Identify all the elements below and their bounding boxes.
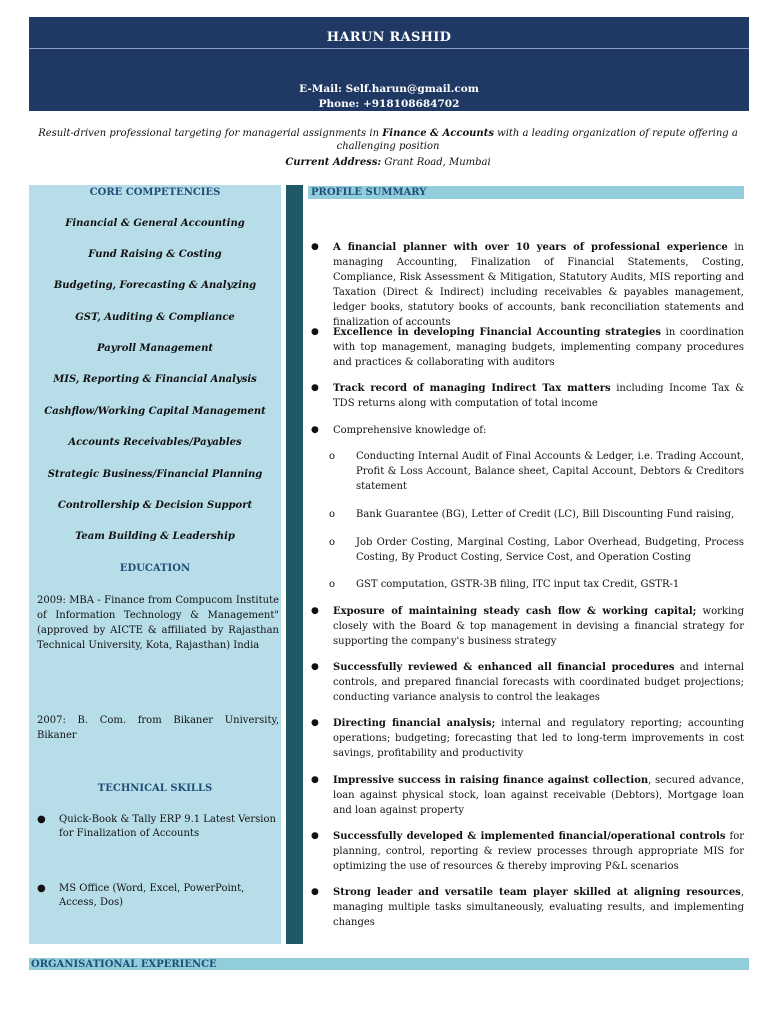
technical-skill-item: ● Quick-Book & Tally ERP 9.1 Latest Version for Finalization of Accounts [37,814,276,839]
competency-item: Controllership & Decision Support [57,500,253,511]
bullet-icon: ● [311,775,319,785]
competency-item: GST, Auditing & Compliance [75,312,235,323]
competency-item: MIS, Reporting & Financial Analysis [53,374,257,385]
bullet-icon: ● [311,718,319,728]
education-item: 2009: MBA - Finance from Compucom Institute of Information Technology & Management" (approved by AICTE & affiliated by Rajasthan Technical University, Kota, Rajasthan) India [37,595,279,651]
profile-bullet: ● Comprehensive knowledge of: [311,425,487,436]
knowledge-sub-item: o Job Order Costing, Marginal Costing, Labor Overhead, Budgeting, Process Costing, By Product Costing, Service Cost, and Operation Costing [329,537,744,563]
organisational-experience-title: ORGANISATIONAL EXPERIENCE [29,958,749,970]
profile-bullet: ● Successfully reviewed & enhanced all financial procedures and internal controls, and prepared financial forecasts with coordinated budget projections; conducting variance analysis to control the leakages [311,662,744,703]
education-title: EDUCATION [119,563,191,574]
sub-bullet-icon: o [329,579,336,590]
column-divider-bar [286,185,303,944]
bullet-icon: ● [311,662,319,672]
sub-bullet-icon: o [329,537,336,548]
knowledge-sub-item: o Conducting Internal Audit of Final Accounts & Ledger, i.e. Trading Account, Profit & Loss Account, Balance sheet, Capital Account, Debtors & Creditors statement [329,451,744,492]
left-sidebar [29,185,281,944]
sub-bullet-icon: o [329,509,336,520]
address-label: Current Address: [285,157,382,168]
bullet-icon: ● [37,883,46,894]
profile-bullet: ● Impressive success in raising finance against collection, secured advance, loan against physical stock, loan against receivable (Debtors), Mortgage loan and loan against property [311,775,745,816]
knowledge-sub-item: o Bank Guarantee (BG), Letter of Credit (LC), Bill Discounting Fund raising, [329,509,735,520]
competency-item: Payroll Management [96,343,214,354]
profile-bullet: ● Successfully developed & implemented financial/operational controls for planning, control, reporting & review processes through appropriate MIS for optimizing the use of resources & thereby improving P&L scenarios [311,831,744,872]
bullet-icon: ● [311,887,319,897]
bullet-icon: ● [311,425,319,435]
sub-bullet-icon: o [329,451,336,462]
competency-item: Accounts Receivables/Payables [68,437,242,448]
technical-skill-item: ● MS Office (Word, Excel, PowerPoint, Access, Dos) [37,883,245,908]
profile-bullet: ● Excellence in developing Financial Accounting strategies in coordination with top management, managing budgets, implementing company procedures and practices & collaborating with auditors [311,327,744,368]
competency-item: Cashflow/Working Capital Management [44,406,266,417]
candidate-name: HARUN RASHID [326,30,452,45]
profile-bullet: ● Strong leader and versatile team player skilled at aligning resources, managing multiple tasks simultaneously, evaluating results, and implementing changes [311,887,744,928]
knowledge-sub-item: o GST computation, GSTR-3B filing, ITC input tax Credit, GSTR-1 [329,579,680,590]
competency-item: Financial & General Accounting [65,218,245,229]
profile-bullet: ● Exposure of maintaining steady cash flow & working capital; working closely with the Board & top management in devising a financial strategy for supporting the company's business strategy [311,606,744,647]
profile-summary-title: PROFILE SUMMARY [308,186,744,199]
profile-bullet: ● A financial planner with over 10 years of professional experience in managing Accounting, Finalization of Financial Statements, Costing, Compliance, Risk Assessment & Mitigation, Statutory Audits, MIS reporting and Taxation (Direct & Indirect) including receivables & payables management, ledger books, statutory books of accounts, bank reconciliation statements and finalization of accounts [311,242,744,328]
education-item: 2007: B. Com. from Bikaner University, Bikaner [37,715,279,741]
bullet-icon: ● [311,327,319,337]
resume-header [29,17,749,111]
profile-bullet: ● Directing financial analysis; internal and regulatory reporting; accounting operations; budgeting; forecasting that led to long-term improvements in cost savings, profitability and productivity [311,718,744,759]
objective-highlight: Finance & Accounts [382,128,494,139]
technical-skills-title: TECHNICAL SKILLS [97,783,213,794]
career-objective: Result-driven professional targeting for managerial assignments in Finance & Accounts with a leading organization of repute offering a challenging position [38,128,738,152]
profile-bullet: ● Track record of managing Indirect Tax matters including Income Tax & TDS returns along with computation of total income [311,383,745,409]
core-competencies-title: CORE COMPETENCIES [89,187,221,198]
competency-item: Team Building & Leadership [75,531,235,542]
bullet-icon: ● [37,814,46,825]
bullet-icon: ● [311,383,319,393]
contact-phone: Phone: +918108684702 [318,98,460,110]
contact-email: E-Mail: Self.harun@gmail.com [299,83,479,95]
competency-item: Budgeting, Forecasting & Analyzing [53,280,257,291]
competency-item: Fund Raising & Costing [88,249,222,260]
bullet-icon: ● [311,242,319,252]
current-address [24,157,752,168]
bullet-icon: ● [311,831,319,841]
competency-item: Strategic Business/Financial Planning [47,469,263,480]
bullet-icon: ● [311,606,319,616]
header-divider [29,48,749,49]
address-value: Grant Road, Mumbai [381,157,491,168]
